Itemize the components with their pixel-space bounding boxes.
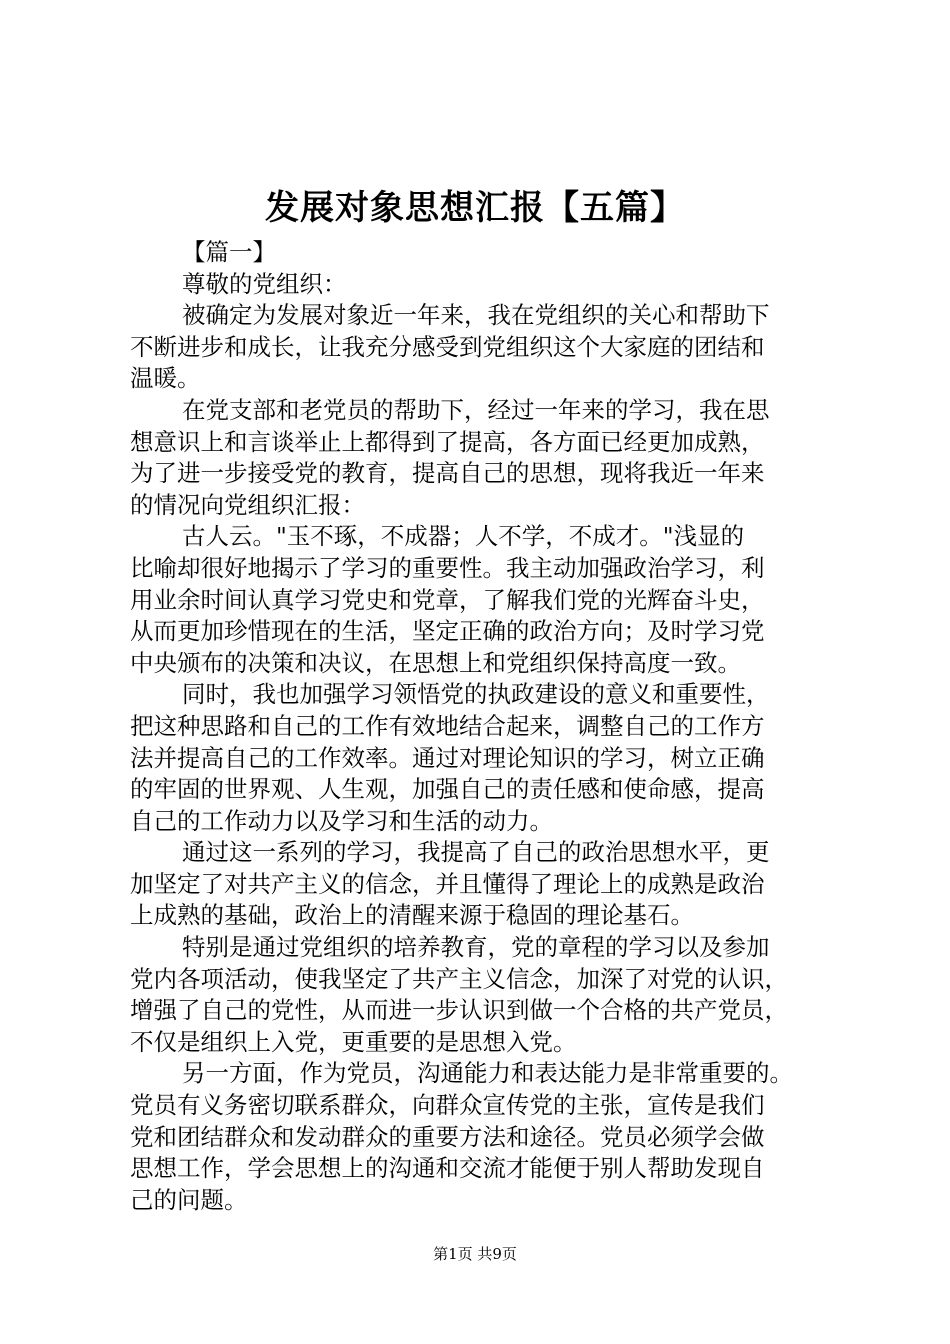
text-line: 为了进一步接受党的教育，提高自己的思想，现将我近一年来 — [130, 459, 765, 488]
text-line: 在党支部和老党员的帮助下，经过一年来的学习，我在思 — [182, 395, 770, 424]
text-line: 思想工作，学会思想上的沟通和交流才能便于别人帮助发现自 — [130, 1154, 765, 1183]
text-line: 的情况向党组织汇报： — [130, 490, 365, 519]
text-line: 法并提高自己的工作效率。通过对理论知识的学习，树立正确 — [130, 743, 765, 772]
text-line: 把这种思路和自己的工作有效地结合起来，调整自己的工作方 — [130, 711, 765, 740]
text-line: 党内各项活动，使我坚定了共产主义信念，加深了对党的认识， — [130, 964, 788, 993]
text-line: 党员有义务密切联系群众，向群众宣传党的主张，宣传是我们 — [130, 1091, 765, 1120]
page-footer: 第1页 共9页 — [433, 1245, 517, 1263]
text-line: 己的问题。 — [130, 1185, 248, 1214]
text-line: 另一方面，作为党员，沟通能力和表达能力是非常重要的。 — [182, 1059, 793, 1088]
text-line: 尊敬的党组织： — [182, 269, 347, 298]
text-line: 不仅是组织上入党，更重要的是思想入党。 — [130, 1027, 577, 1056]
text-line: 被确定为发展对象近一年来，我在党组织的关心和帮助下 — [182, 301, 770, 330]
text-line: 古人云。"玉不琢，不成器；人不学，不成才。"浅显的 — [182, 522, 745, 551]
text-line: 温暖。 — [130, 364, 201, 393]
text-line: 自己的工作动力以及学习和生活的动力。 — [130, 806, 553, 835]
text-line: 不断进步和成长，让我充分感受到党组织这个大家庭的团结和 — [130, 332, 765, 361]
text-line: 党和团结群众和发动群众的重要方法和途径。党员必须学会做 — [130, 1122, 765, 1151]
text-line: 的牢固的世界观、人生观，加强自己的责任感和使命感，提高 — [130, 775, 765, 804]
text-line: 用业余时间认真学习党史和党章，了解我们党的光辉奋斗史， — [130, 585, 765, 614]
text-line: 比喻却很好地揭示了学习的重要性。我主动加强政治学习，利 — [130, 553, 765, 582]
text-line: 中央颁布的决策和决议，在思想上和党组织保持高度一致。 — [130, 648, 741, 677]
text-line: 增强了自己的党性，从而进一步认识到做一个合格的共产党员， — [130, 996, 788, 1025]
text-line: 从而更加珍惜现在的生活，坚定正确的政治方向；及时学习党 — [130, 617, 765, 646]
document-title: 发展对象思想汇报【五篇】 — [265, 188, 685, 228]
text-line: 同时，我也加强学习领悟党的执政建设的意义和重要性， — [182, 680, 770, 709]
text-line: 通过这一系列的学习，我提高了自己的政治思想水平，更 — [182, 838, 770, 867]
text-line: 加坚定了对共产主义的信念，并且懂得了理论上的成熟是政治 — [130, 869, 765, 898]
text-line: 上成熟的基础，政治上的清醒来源于稳固的理论基石。 — [130, 901, 694, 930]
text-line: 想意识上和言谈举止上都得到了提高，各方面已经更加成熟， — [130, 427, 765, 456]
text-line: 【篇一】 — [182, 238, 276, 266]
document-body — [130, 237, 835, 1216]
text-line: 特别是通过党组织的培养教育，党的章程的学习以及参加 — [182, 933, 770, 962]
